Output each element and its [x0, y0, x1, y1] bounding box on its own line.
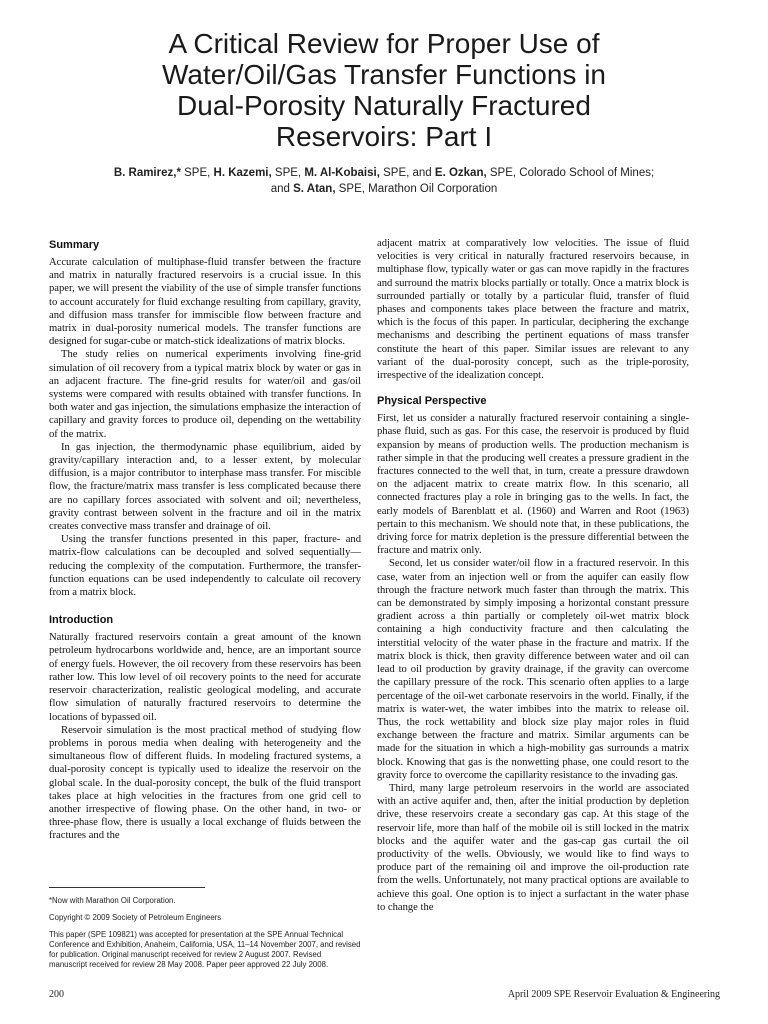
body-paragraph: Second, let us consider water/oil flow in a fractured reservoir. In this case, water from an injection well or from the aquifer can easily flow through the fracture network much faster than through the matrix. This can be demonstrated by simply imposing a horizontal constant pressure gradient across a thin partially or completely oil-wet matrix block containing a high conductivity fracture and then calculating the interstitial velocity of the water phase in the fracture and matrix. If the matrix block is thick, then gravity difference between water and oil can lead to oil production by gravity drainage, if the gravity can overcome the capillary pressure of the rock. This scenario often applies to a large percentage of the oil-wet carbonate reservoirs in the world. Finally, if the matrix is water-wet, the water imbibes into the matrix to release oil. Thus, the rock wettability and block size play major roles in fluid exchange between the fracture and matrix. Similar arguments can be made for the situation in which a high-mobility gas surrounds a matrix block. Knowing that gas is the nonwetting phase, one could resort to the gravity force to overcome the capillarity resistance to the invading gas.: [377, 558, 689, 781]
footnote-affiliation: *Now with Marathon Oil Corporation.: [49, 896, 176, 905]
author-name: B. Ramirez,*: [113, 167, 181, 179]
title-line: Dual-Porosity Naturally Fractured: [177, 90, 591, 121]
author-line-1: [40, 165, 728, 181]
author-name: E. Ozkan,: [434, 167, 487, 179]
paper-history-note: This paper (SPE 109821) was accepted for presentation at the SPE Annual Technical Conference and Exhibition, Anaheim, California, USA, 11–14 November 2007, and revised for publication. Original manuscript received for review 2 August 2007. Revised manuscript received for review 28 May 2008. Paper peer approved 22 July 2008.: [49, 930, 361, 969]
page-number: 200: [49, 989, 64, 1000]
continued-paragraph: adjacent matrix at comparatively low velocities. The issue of fluid velocities is very critical in naturally fractured reservoirs because, in multiphase flow, typically water or gas can move rapidly in the fractures and surround the matrix blocks partially or totally. Once a matrix block is surrounded partially or totally by a particular fluid, transfer of fluid phases and components takes place between the fracture and matrix, which is the focus of this paper. In particular, deciphering the exchange mechanisms and describing the pertinent equations of mass transfer constitute the heart of this paper. Similar issues are relevant to any variant of the dual-porosity concept, such as the triple-porosity, irrespective of the idealization concept.: [377, 238, 689, 382]
paper-title: [40, 28, 728, 152]
author-name: H. Kazemi,: [213, 167, 272, 179]
body-paragraph: First, let us consider a naturally fractured reservoir containing a single-phase fluid, such as gas. For this case, the reservoir is produced by fluid expansion by means of production wells. The production mechanism is rather simple in that the producing well creates a pressure gradient in the fractures connected to the well that, in turn, create a pressure drawdown on the adjacent matrix to create matrix flow. In this scenario, all connected fractures play a role in bringing gas to the wells. In fact, the early models of Barenblatt et al. (1960) and Warren and Root (1963) pertain to this mechanism. We should note that, in these publications, the driving force for matrix depletion is the pressure differential between the fracture and matrix only.: [377, 413, 689, 557]
author-affiliation: SPE,: [271, 167, 305, 179]
author-line-2: [40, 181, 728, 197]
introduction-paragraph: Reservoir simulation is the most practical method of studying flow problems in porous media when dealing with heterogeneity and the simultaneous flow of different fluids. In modeling fractured systems, a dual-porosity concept is typically used to idealize the reservoir on the global scale. In the dual-porosity concept, the bulk of the fluid transport takes place at high velocities in the fractures from one grid cell to another irrespective of flowing phase. On the other hand, in two- or three-phase flow, there is usually a local exchange of fluids between the fractures and the: [49, 724, 361, 842]
author-name: M. Al-Kobaisi,: [304, 167, 380, 179]
title-line: Water/Oil/Gas Transfer Functions in: [162, 59, 606, 90]
journal-footer: April 2009 SPE Reservoir Evaluation & Engineering: [507, 989, 720, 1000]
introduction-paragraph: Naturally fractured reservoirs contain a great amount of the known petroleum hydrocarbons worldwide and, hence, are an important source of energy fuels. However, the oil recovery from these reservoirs has been rather low. This low level of oil recovery points to the need for accurate reservoir characterization, realistic geological modeling, and accurate flow simulation of naturally fractured reservoirs to determine the locations of bypassed oil.: [49, 632, 361, 723]
summary-paragraph: Using the transfer functions presented in this paper, fracture- and matrix-flow calculations can be decoupled and solved sequentially—reducing the complexity of the computation. Furthermore, the transfer-function equations can be used independently to calculate oil recovery from a matrix block.: [49, 534, 361, 599]
copyright-notice: Copyright © 2009 Society of Petroleum Engineers: [49, 913, 222, 922]
author-list: [40, 165, 728, 197]
summary-paragraph: In gas injection, the thermodynamic phase equilibrium, aided by gravity/capillary interaction and, to a lesser extent, by molecular diffusion, is a major contributor to interphase mass transfer. For miscible flow, the fracture/matrix mass transfer is less complicated because there are no capillary forces associated with solvent and oil; nevertheless, gravity contrast between solvent in the fracture and oil in the matrix creates convective mass transfer and drainage of oil.: [49, 441, 361, 533]
left-column: [49, 232, 361, 843]
author-conjunction: and: [270, 183, 294, 195]
summary-paragraph: The study relies on numerical experiments involving fine-grid simulation of oil recovery from a typical matrix block by water or gas in an adjacent fracture. The fine-grid results for water/oil and gas/oil systems were compared with results obtained with transfer functions. In both water and gas injection, the simulations emphasize the interaction of capillary and gravity forces to produce oil, depending on the wettability of the matrix.: [49, 349, 361, 440]
title-block: [40, 28, 728, 197]
author-affiliation: SPE, and: [379, 167, 435, 179]
summary-heading: Summary: [49, 239, 100, 251]
title-line: Reservoirs: Part I: [275, 121, 493, 152]
title-line: A Critical Review for Proper Use of: [168, 28, 600, 59]
author-affiliation: SPE, Marathon Oil Corporation: [335, 183, 498, 195]
author-name: S. Atan,: [293, 183, 336, 195]
author-affiliation: SPE, Colorado School of Mines;: [486, 167, 655, 179]
summary-paragraph: Accurate calculation of multiphase-fluid transfer between the fracture and matrix in naturally fractured reservoirs is a crucial issue. In this paper, we will present the viability of the use of simple transfer functions to account accurately for fluid exchange resulting from capillary, gravity, and diffusion mass transfer for immiscible flow between fracture and matrix in dual-porosity numerical models. The transfer functions are designed for sugar-cube or match-stick idealizations of matrix blocks.: [49, 257, 361, 348]
body-paragraph: Third, many large petroleum reservoirs in the world are associated with an active aquifer and, then, after the initial production by depletion drive, these reservoirs create a secondary gas cap. At this stage of the reservoir life, more than half of the mobile oil is still locked in the matrix blocks and the aquifer water and the gas-cap gas curtail the oil productivity of the wells. Obviously, we would like to find ways to produce part of the remaining oil and improve the oil-production rate from the wells. Unfortunately, not many practical options are available to achieve this goal. One option is to inject a surfactant in the water phase to change the: [377, 782, 689, 913]
author-affiliation: SPE,: [180, 167, 214, 179]
footnotes: [49, 887, 361, 977]
introduction-heading: Introduction: [49, 614, 114, 627]
right-column: [377, 237, 689, 914]
physical-perspective-heading: Physical Perspective: [377, 395, 487, 408]
footnote-rule: [49, 887, 205, 888]
